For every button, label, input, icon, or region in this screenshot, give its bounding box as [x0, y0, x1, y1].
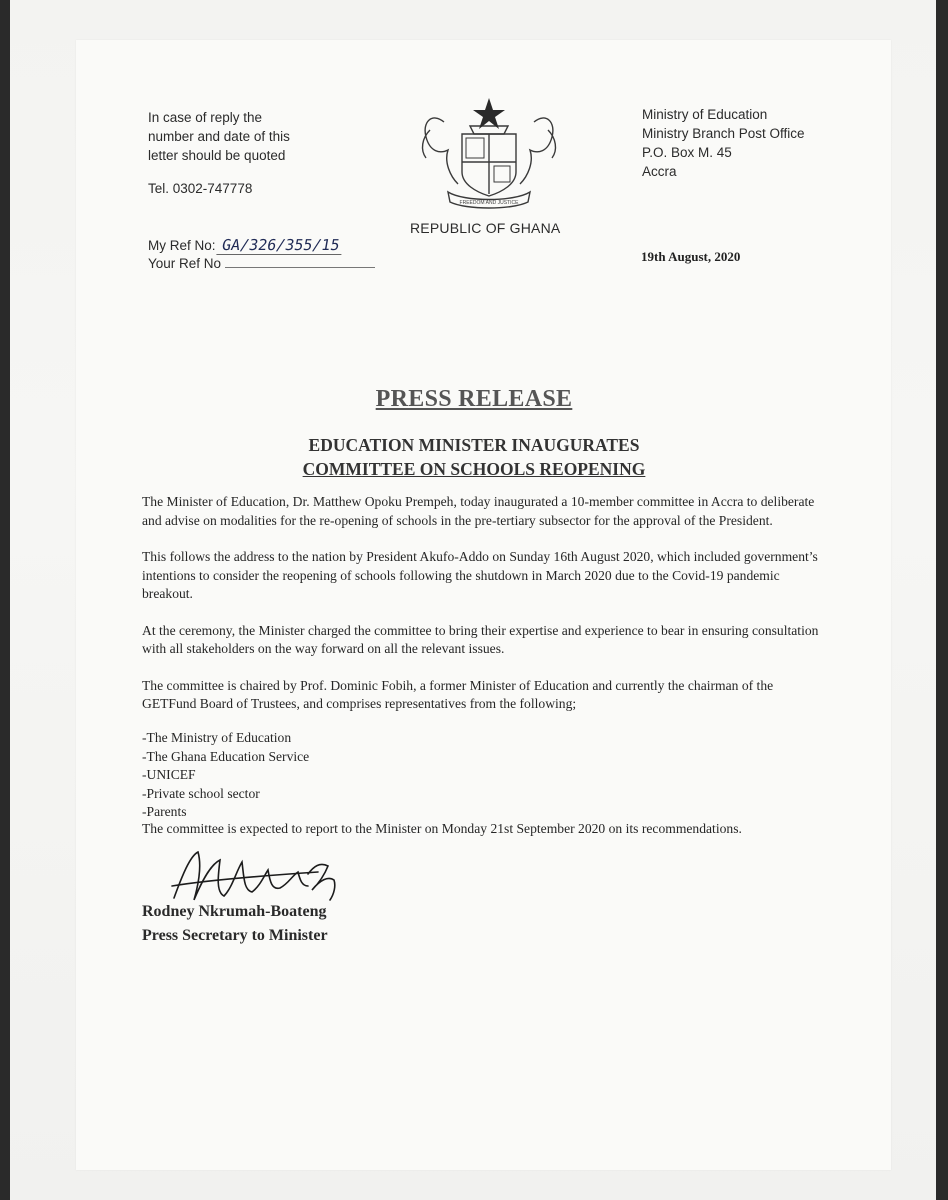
- release-body: [142, 493, 822, 732]
- your-ref: [148, 255, 375, 271]
- my-ref-value: GA/326/355/15: [216, 236, 345, 255]
- signatory-block: [142, 900, 328, 948]
- list-item: -Parents: [142, 804, 187, 819]
- signatory-title: Press Secretary to Minister: [142, 927, 328, 944]
- body-paragraph: The Minister of Education, Dr. Matthew Opoku Prempeh, today inaugurated a 10-member committee in Accra to deliberate and advise on modalities for the re-opening of schools in the pre-tertiary subsector for the approval of the President.: [142, 494, 815, 528]
- list-item: -Private school sector: [142, 785, 260, 801]
- address-line: P.O. Box M. 45: [642, 145, 732, 160]
- body-paragraph: This follows the address to the nation by President Akufo-Addo on Sunday 16th August 2020, which included government’s intentions to consider the reopening of schools following the shutdown in March 2020 due to the Covid-19 pandemic breakout.: [142, 549, 818, 601]
- letter-date: 19th August, 2020: [641, 249, 741, 264]
- my-ref-label: My Ref No:: [148, 238, 216, 253]
- your-ref-blank-line: [225, 255, 375, 268]
- list-item: -The Ghana Education Service: [142, 748, 310, 764]
- list-item: -UNICEF: [142, 767, 196, 782]
- address-line: Ministry Branch Post Office: [642, 126, 805, 141]
- reply-note: [148, 108, 388, 165]
- reply-note-line: In case of reply the: [148, 110, 263, 125]
- list-item: -The Ministry of Education: [142, 730, 292, 745]
- press-release-heading: PRESS RELEASE: [375, 386, 573, 412]
- address-line: Ministry of Education: [642, 107, 768, 122]
- ghana-coat-of-arms-icon: [404, 92, 574, 214]
- representatives-list: [142, 729, 309, 822]
- closing-sentence: The committee is expected to report to the Minister on Monday 21st September 2020 on its recommendations.: [142, 821, 742, 836]
- body-paragraph: At the ceremony, the Minister charged the committee to bring their expertise and experience to bear in ensuring consultation with all stakeholders on the way forward on all the relevant issues.: [142, 622, 819, 656]
- reply-note-line: letter should be quoted: [148, 148, 286, 163]
- ministry-address: [642, 105, 842, 181]
- address-line: Accra: [642, 164, 677, 179]
- body-paragraph: The committee is chaired by Prof. Dominic Fobih, a former Minister of Education and currently the chairman of the GETFund Board of Trustees, and comprises representatives from the following;: [142, 677, 774, 711]
- republic-title: REPUBLIC OF GHANA: [410, 220, 561, 236]
- my-ref: [148, 236, 343, 255]
- release-title-line-1: EDUCATION MINISTER INAUGURATES: [308, 435, 640, 455]
- release-title-line-2: COMMITTEE ON SCHOOLS REOPENING: [302, 459, 646, 479]
- your-ref-label: Your Ref No: [148, 256, 222, 271]
- release-title: [0, 433, 948, 481]
- reply-note-line: number and date of this: [148, 129, 290, 144]
- signatory-name: Rodney Nkrumah-Boateng: [142, 903, 327, 920]
- emblem-motto: FREEDOM AND JUSTICE: [459, 200, 519, 206]
- telephone: Tel. 0302-747778: [148, 181, 253, 196]
